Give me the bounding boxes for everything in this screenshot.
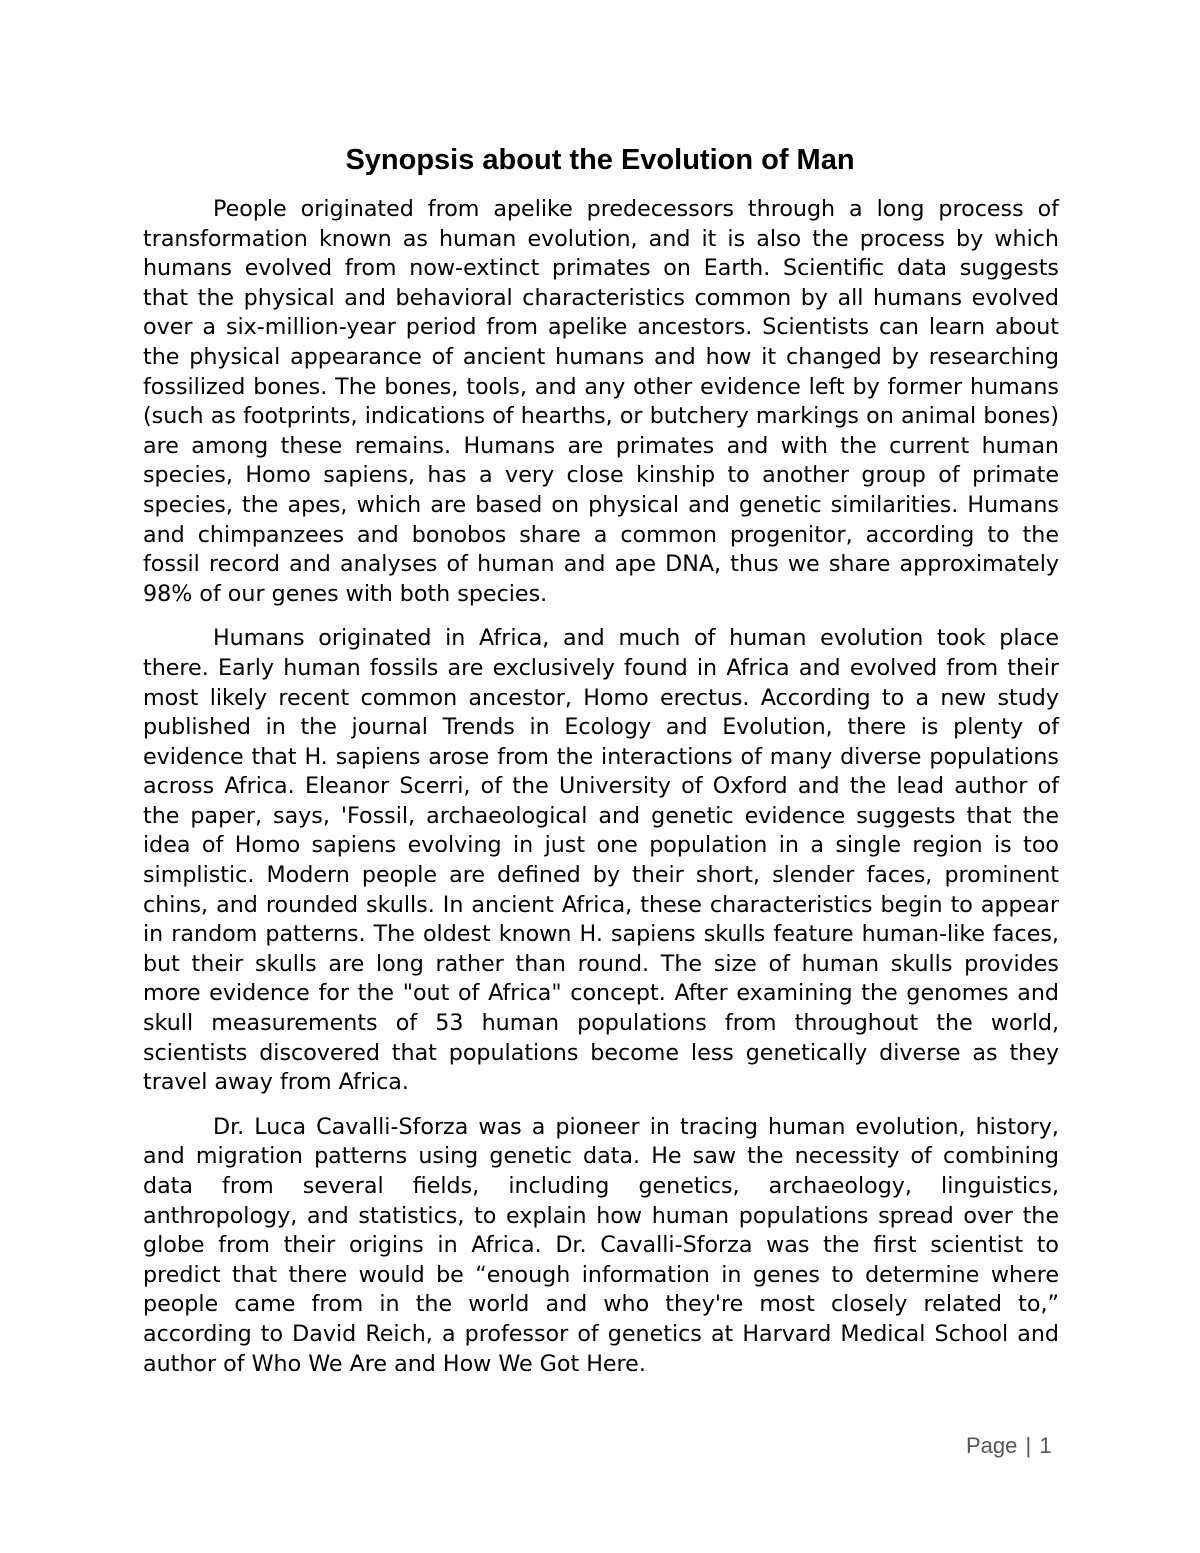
paragraph-3: Dr. Luca Cavalli-Sforza was a pioneer in tracing human evolution, history, and migration patterns using genetic data. He saw the necessity of combining data from several fields, including genetics, archaeology, linguistics, anthropology, and statistics, to explain how human populations spread over the globe from their origins in Africa. Dr. Cavalli-Sforza was the first scientist to predict that there would be “enough information in genes to determine where people came from in the world and who they're most closely related to,” according to David Reich, a professor of genetics at Harvard Medical School and author of Who We Are and How We Got Here. — [143, 1113, 1059, 1377]
page-number: 1 — [1039, 1433, 1052, 1458]
paragraph-2: Humans originated in Africa, and much of human evolution took place there. Early human fossils are exclusively found in Africa and evolved from their most likely recent common ancestor, Homo erectus. According to a new study published in the journal Trends in Ecology and Evolution, there is plenty of evidence that H. sapiens arose from the interactions of many diverse populations across Africa. Eleanor Scerri, of the University of Oxford and the lead author of the paper, says, 'Fossil, archaeological and genetic evidence suggests that the idea of Homo sapiens evolving in just one population in a single region is too simplistic. Modern people are defined by their short, slender faces, prominent chins, and rounded skulls. In ancient Africa, these characteristics begin to appear in random patterns. The oldest known H. sapiens skulls feature human-like faces, but their skulls are long rather than round. The size of human skulls provides more evidence for the "out of Africa" concept. After examining the genomes and skull measurements of 53 human populations from throughout the world, scientists discovered that populations become less genetically diverse as they travel away from Africa. — [143, 625, 1059, 1096]
document-body — [143, 195, 1059, 1394]
paragraph-1: People originated from apelike predecessors through a long process of transformation known as human evolution, and it is also the process by which humans evolved from now-extinct primates on Earth. Scientific data suggests that the physical and behavioral characteristics common by all humans evolved over a six-million-year period from apelike ancestors. Scientists can learn about the physical appearance of ancient humans and how it changed by researching fossilized bones. The bones, tools, and any other evidence left by former humans (such as footprints, indications of hearths, or butchery markings on animal bones) are among these remains. Humans are primates and with the current human species, Homo sapiens, has a very close kinship to another group of primate species, the apes, which are based on physical and genetic similarities. Humans and chimpanzees and bonobos share a common progenitor, according to the fossil record and analyses of human and ape DNA, thus we share approximately 98% of our genes with both species. — [143, 196, 1059, 607]
page-separator: | — [1025, 1433, 1032, 1458]
page-footer — [966, 1432, 1052, 1460]
document-title: Synopsis about the Evolution of Man — [345, 144, 855, 176]
page-label: Page — [966, 1433, 1018, 1458]
